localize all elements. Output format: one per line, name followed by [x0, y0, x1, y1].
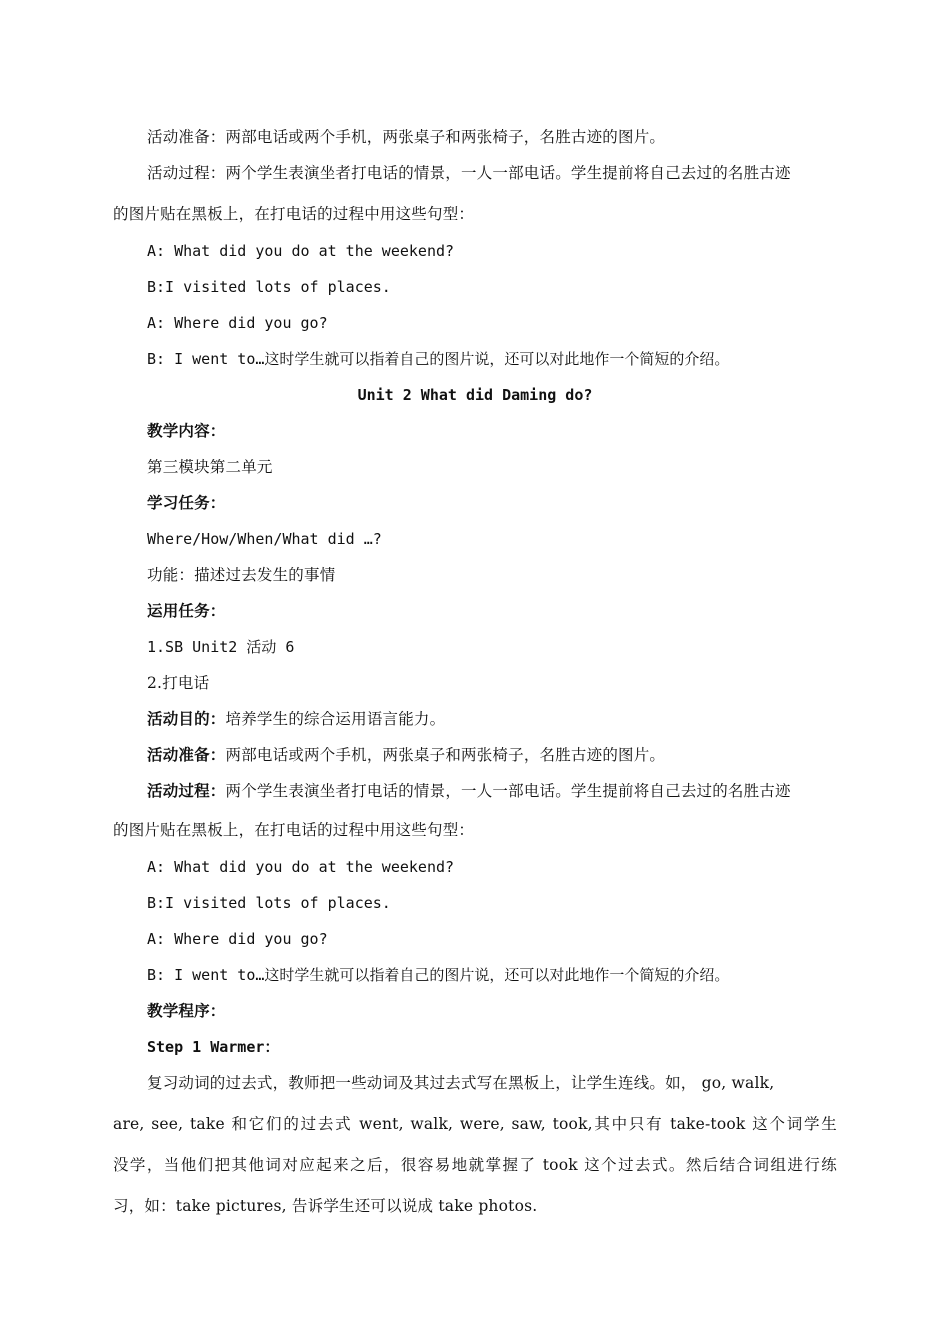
dialogue-line: B:I visited lots of places. — [147, 278, 391, 296]
dialogue-line: A: Where did you go? — [147, 314, 328, 332]
step1-line-3: 没学，当他们把其他词对应起来之后，很容易地就掌握了 took 这个过去式。然后结合词组进行练 — [113, 1156, 837, 1174]
step1-line-2: are, see, take 和它们的过去式 went, walk, were, saw, took,其中只有 take-took 这个词学生 — [113, 1115, 837, 1133]
task-heading: 学习任务： — [147, 493, 226, 512]
step1-line-4: 习，如：take pictures, 告诉学生还可以说成 take photos. — [113, 1197, 538, 1215]
activity-goal-text: 培养学生的综合运用语言能力。 — [225, 710, 446, 728]
activity-prep — [147, 745, 665, 765]
activity-prep-text: 两部电话或两个手机，两张桌子和两张椅子，名胜古迹的图片。 — [225, 746, 666, 764]
unit-title: Unit 2 What did Daming do? — [357, 386, 593, 404]
activity-process-label: 活动过程： — [147, 781, 226, 800]
activity-prep-label: 活动准备： — [147, 745, 226, 764]
function-text: 功能：描述过去发生的事情 — [147, 566, 336, 584]
apply-item-1: 1.SB Unit2 活动 6 — [147, 638, 295, 656]
activity-process-line-1: 活动过程：两个学生表演坐者打电话的情景，一人一部电话。学生提前将自己去过的名胜古迹 — [147, 164, 791, 182]
activity-goal-label: 活动目的： — [147, 709, 226, 728]
activity-goal — [147, 709, 445, 729]
dialogue-line: A: Where did you go? — [147, 930, 328, 948]
task-text: Where/How/When/What did …? — [147, 530, 382, 548]
apply-item-2: 2.打电话 — [147, 674, 210, 692]
activity-process-text: 两个学生表演坐者打电话的情景，一人一部电话。学生提前将自己去过的名胜古迹 — [225, 782, 791, 800]
dialogue-line: B:I visited lots of places. — [147, 894, 391, 912]
activity-prep-paragraph: 活动准备：两部电话或两个手机，两张桌子和两张椅子，名胜古迹的图片。 — [147, 128, 666, 146]
procedure-heading: 教学程序： — [147, 1001, 226, 1020]
step1-line-1: 复习动词的过去式，教师把一些动词及其过去式写在黑板上，让学生连线。如， go, walk, — [147, 1074, 775, 1092]
dialogue-line: A: What did you do at the weekend? — [147, 858, 455, 876]
dialogue-line: B: I went to…这时学生就可以指着自己的图片说，还可以对此地作一个简短的介绍。 — [147, 966, 730, 984]
content-text: 第三模块第二单元 — [147, 458, 273, 476]
activity-process — [147, 781, 791, 801]
content-heading: 教学内容： — [147, 421, 226, 440]
dialogue-line: B: I went to…这时学生就可以指着自己的图片说，还可以对此地作一个简短的介绍。 — [147, 350, 730, 368]
activity-process-line-2: 的图片贴在黑板上，在打电话的过程中用这些句型： — [113, 821, 475, 839]
dialogue-line: A: What did you do at the weekend? — [147, 242, 455, 260]
apply-heading: 运用任务： — [147, 601, 226, 620]
activity-process-line-2: 的图片贴在黑板上，在打电话的过程中用这些句型： — [113, 205, 475, 223]
step1-heading: Step 1 Warmer： — [147, 1038, 280, 1056]
